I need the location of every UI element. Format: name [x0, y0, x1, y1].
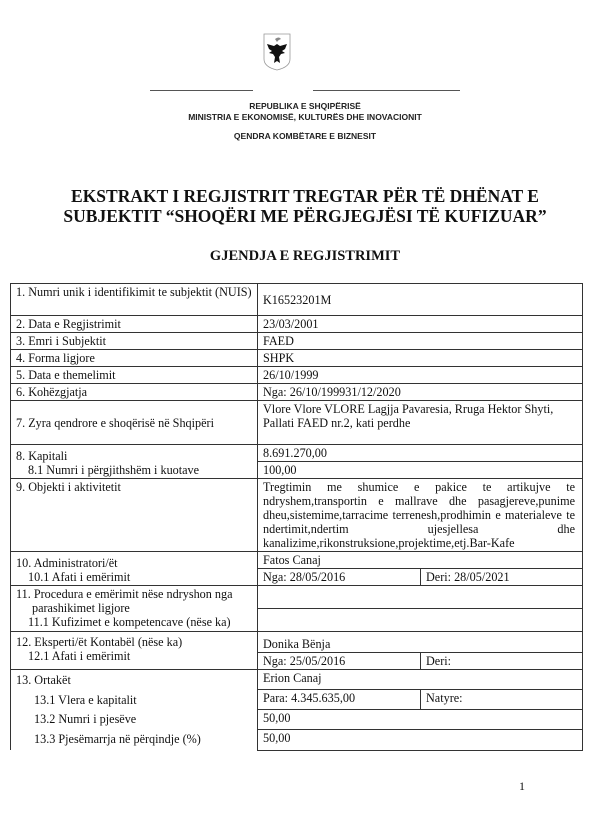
label-quota-count: 8.1 Numri i përgjithshëm i kuotave	[28, 463, 200, 477]
header-agency: QENDRA KOMBËTARE E BIZNESIT	[233, 131, 377, 141]
table-row	[11, 552, 583, 569]
table-row	[11, 401, 583, 445]
registration-table	[10, 283, 583, 751]
label-headquarters: 7. Zyra qendrore e shoqërisë në Shqipëri	[11, 401, 258, 445]
label-capital-group	[11, 445, 258, 479]
label-duration: 6. Kohëzgjatja	[11, 384, 258, 401]
table-row	[11, 350, 583, 367]
table-row	[11, 445, 583, 462]
page-number: 1	[519, 779, 525, 793]
value-capital-in-kind: Natyre:	[421, 690, 583, 710]
table-row	[11, 479, 583, 552]
label-accountant-group	[11, 632, 258, 670]
label-administrator-group	[11, 552, 258, 586]
value-partner-name: Erion Canaj	[258, 670, 583, 690]
albanian-coat-of-arms-icon	[263, 33, 291, 71]
label-competence-limits: 11.1 Kufizimet e kompetencave (nëse ka)	[28, 615, 231, 629]
value-subject-name: FAED	[258, 333, 583, 350]
table-row	[11, 632, 583, 653]
value-administrator: Fatos Canaj	[258, 552, 583, 569]
value-admin-term-from: Nga: 28/05/2016	[258, 569, 421, 586]
value-headquarters: Vlore Vlore VLORE Lagjja Pavaresia, Rruga Hektor Shyti, Pallati FAED nr.2, kati perdhe	[258, 401, 583, 445]
table-row	[11, 586, 583, 609]
header-republic: REPUBLIKA E SHQIPËRISË	[249, 101, 361, 111]
value-nuis: K16523201M	[258, 284, 583, 316]
label-appointment-procedure: 11. Procedura e emërimit nëse ndryshon nga parashikimet ligjore	[16, 587, 233, 615]
value-quota-count: 100,00	[258, 462, 583, 479]
label-shares-count: 13.2 Numri i pjesëve	[34, 712, 137, 726]
section-title: GJENDJA E REGJISTRIMIT	[209, 248, 401, 264]
label-activity: 9. Objekti i aktivitetit	[11, 479, 258, 552]
document-title-line2: SUBJEKTIT “SHOQËRI ME PËRGJEGJËSI TË KUFIZUAR”	[63, 206, 547, 226]
value-accountant-term-from: Nga: 25/05/2016	[258, 653, 421, 670]
document-title-line1: EKSTRAKT I REGJISTRIT TREGTAR PËR TË DHËNAT E	[71, 186, 539, 206]
value-duration: Nga: 26/10/199931/12/2020	[258, 384, 583, 401]
header-divider-right	[313, 90, 460, 91]
table-row	[11, 284, 583, 316]
value-activity: Tregtimin me shumice e pakice te artikujve te ndryshem,transportin e mallrave dhe pasagjereve,punime dheu,sistemime,tarracime terrenesh,prodhimin e materialeve te ndertimit,ndertim ujesjellesa dhe kanalizime,rikonstruksione,projektime,etj.Bar-Kafe	[258, 479, 583, 552]
label-legal-form: 4. Forma ligjore	[11, 350, 258, 367]
value-accountant: Donika Bënja	[258, 632, 583, 653]
label-accountant: 12. Eksperti/ët Kontabël (nëse ka)	[16, 635, 183, 649]
value-appointment-procedure	[258, 586, 583, 609]
label-accountant-term: 12.1 Afati i emërimit	[28, 649, 131, 663]
header-ministry: MINISTRIA E EKONOMISË, KULTURËS DHE INOVACIONIT	[188, 112, 422, 122]
label-subject-name: 3. Emri i Subjektit	[11, 333, 258, 350]
table-row	[11, 333, 583, 350]
value-admin-term-to: Deri: 28/05/2021	[421, 569, 583, 586]
label-capital: 8. Kapitali	[16, 449, 68, 463]
value-founding-date: 26/10/1999	[258, 367, 583, 384]
table-row	[11, 316, 583, 333]
value-competence-limits	[258, 609, 583, 632]
label-participation-percent: 13.3 Pjesëmarrja në përqindje (%)	[34, 731, 201, 746]
label-admin-term: 10.1 Afati i emërimit	[28, 570, 131, 584]
table-row	[11, 367, 583, 384]
label-partners-group	[11, 670, 258, 751]
label-registration-date: 2. Data e Regjistrimit	[11, 316, 258, 333]
value-participation-percent: 50,00	[258, 730, 583, 750]
label-nuis: 1. Numri unik i identifikimit te subjektit (NUIS)	[11, 284, 258, 316]
value-capital: 8.691.270,00	[258, 445, 583, 462]
header-divider-left	[150, 90, 253, 91]
label-capital-value: 13.1 Vlera e kapitalit	[34, 692, 137, 707]
table-row	[11, 384, 583, 401]
value-registration-date: 23/03/2001	[258, 316, 583, 333]
value-legal-form: SHPK	[258, 350, 583, 367]
label-partners: 13. Ortakët	[16, 673, 71, 687]
table-row	[11, 670, 583, 690]
label-administrator: 10. Administratori/ët	[16, 556, 118, 570]
value-shares-count: 50,00	[258, 710, 583, 730]
value-capital-cash: Para: 4.345.635,00	[258, 690, 421, 710]
label-founding-date: 5. Data e themelimit	[11, 367, 258, 384]
label-appointment-procedure-group	[11, 586, 258, 632]
value-accountant-term-to: Deri:	[421, 653, 583, 670]
